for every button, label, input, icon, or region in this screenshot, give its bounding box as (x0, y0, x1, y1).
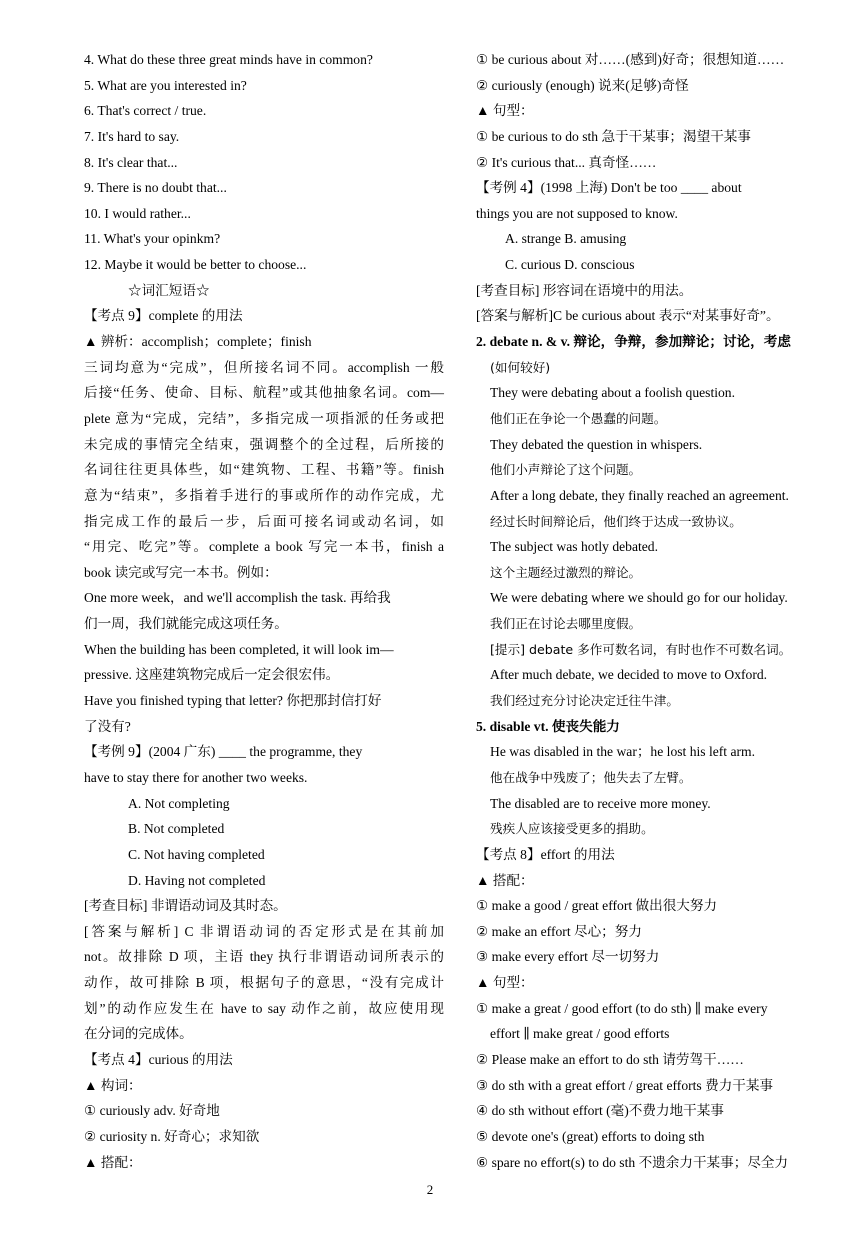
text-line: D. Having not completed (128, 872, 266, 888)
text-line: 他们正在争论一个愚蠢的问题。 (490, 410, 667, 426)
text-line: ▲ 构词： (84, 1077, 142, 1093)
text-line: 5. What are you interested in? (84, 77, 247, 93)
text-line: ⑤ devote one's (great) efforts to doing sth (476, 1128, 705, 1144)
text-line: One more week，and we'll accomplish the task. 再给我 (84, 590, 391, 606)
text-line: ① be curious about 对……(感到)好奇；很想知道…… (476, 52, 785, 67)
text-line: [提示] debate 多作可数名词，有时也作不可数名词。 (490, 641, 792, 657)
text-line: 指完成工作的最后一步，后面可接名词或动名词，如 (84, 513, 444, 529)
text-line: things you are not supposed to know. (476, 205, 678, 221)
text-line: ▲ 搭配： (476, 872, 534, 888)
text-line: 他在战争中残废了；他失去了左臂。 (490, 769, 692, 785)
text-line: 意为“结束”，多指着手进行的事或所作的动作完成，尤 (84, 487, 444, 503)
text-line: B. Not completed (128, 821, 225, 837)
text-line: 我们经过充分讨论决定迁往牛津。 (490, 693, 679, 709)
text-line: [考查目标] 非谓语动词及其时态。 (84, 898, 287, 914)
text-line: ① make a great / good effort (to do sth) ∥ make every (476, 1000, 768, 1016)
text-line: plete 意为“完成，完结”，多指完成一项指派的任务或把 (84, 410, 444, 426)
text-line: pressive. 这座建筑物完成后一定会很宏伟。 (84, 667, 340, 683)
text-line: ① curiously adv. 好奇地 (84, 1103, 220, 1119)
text-line: A. strange B. amusing (505, 231, 627, 247)
text-line: ② curiosity n. 好奇心；求知欲 (84, 1128, 260, 1144)
text-line: We were debating where we should go for our holiday. (490, 590, 788, 606)
text-line: After much debate, we decided to move to Oxford. (490, 667, 768, 683)
text-line: 他们小声辩论了这个问题。 (490, 462, 642, 478)
text-line: 我们正在讨论去哪里度假。 (490, 616, 642, 632)
text-line: not。故排除 D 项，主语 they 执行非谓语动词所表示的 (84, 949, 444, 965)
text-line: 未完成的事情完全结束，强调整个的全过程，后所接的 (84, 436, 444, 452)
left-column (84, 47, 444, 1175)
text-line: ② make an effort 尽心；努力 (476, 923, 642, 939)
text-line: 【考例 9】(2004 广东) ____ the programme, they (84, 744, 363, 760)
text-line: 们一周，我们就能完成这项任务。 (84, 616, 288, 632)
text-line: ① make a good / great effort 做出很大努力 (476, 898, 718, 914)
text-line: 4. What do these three great minds have in common? (84, 52, 373, 67)
text-line: C. curious D. conscious (505, 257, 635, 273)
text-line: 【考例 4】(1998 上海) Don't be too ____ about (476, 180, 742, 196)
text-line: ④ do sth without effort (毫)不费力地干某事 (476, 1103, 724, 1119)
text-line: 【考点 8】effort 的用法 (476, 846, 615, 862)
text-line: (如何较好) (490, 359, 551, 375)
text-line: ③ do sth with a great effort / great efforts 费力干某事 (476, 1077, 774, 1093)
text-line: 动作，故可排除 B 项，根据句子的意思，“没有完成计 (84, 975, 444, 991)
text-line: 划”的动作应发生在 have to say 动作之前，故应使用现 (84, 1000, 444, 1016)
text-line: They were debating about a foolish question. (490, 385, 735, 401)
text-line: 2. debate n. & v. 辩论，争辩，参加辩论；讨论，考虑 (476, 334, 791, 350)
text-line: The subject was hotly debated. (490, 539, 658, 555)
text-line: 10. I would rather... (84, 205, 191, 221)
text-line: 三词均意为“完成”，但所接名词不同。accomplish 一般 (84, 359, 444, 375)
text-line: ② It's curious that... 真奇怪…… (476, 154, 657, 170)
text-line: He was disabled in the war；he lost his left arm. (490, 744, 756, 760)
text-line: ② curiously (enough) 说来(足够)奇怪 (476, 77, 689, 93)
text-line: 11. What's your opinkm? (84, 231, 221, 247)
text-line: ▲ 句型： (476, 975, 534, 991)
text-line: A. Not completing (128, 795, 230, 811)
text-line: ① be curious to do sth 急于干某事；渴望干某事 (476, 128, 751, 144)
text-line: 9. There is no doubt that... (84, 180, 227, 196)
text-line: 在分词的完成体。 (84, 1026, 193, 1042)
text-line: 后接“任务、使命、目标、航程”或其他抽象名词。com— (84, 385, 444, 401)
text-line: [答案与解析] C 非谓语动词的否定形式是在其前加 (84, 923, 444, 939)
text-line: They debated the question in whispers. (490, 436, 703, 452)
page-number: 2 (426, 1182, 434, 1197)
text-line: ▲ 辨析：accomplish；complete；finish (84, 334, 312, 350)
text-line: 经过长时间辩论后，他们终于达成一致协议。 (490, 513, 742, 529)
text-line: ⑥ spare no effort(s) to do sth 不遗余力干某事；尽全力 (476, 1154, 789, 1170)
text-line: ③ make every effort 尽一切努力 (476, 949, 660, 965)
text-line: have to stay there for another two weeks. (84, 769, 308, 785)
text-line: When the building has been completed, it will look im— (84, 641, 394, 657)
text-line: [答案与解析]C be curious about 表示“对某事好奇”。 (476, 308, 780, 324)
text-line: 名词往往更具体些，如“建筑物、工程、书籍”等。finish (84, 462, 444, 478)
text-line: 12. Maybe it would be better to choose... (84, 257, 307, 273)
text-line: C. Not having completed (128, 846, 265, 862)
text-line: 残疾人应该接受更多的捐助。 (490, 821, 654, 837)
text-line: Have you finished typing that letter? 你把那封信打好 (84, 693, 382, 709)
text-line: 这个主题经过激烈的辩论。 (490, 564, 642, 580)
text-line: 6. That's correct / true. (84, 103, 207, 119)
text-line: [考查目标] 形容词在语境中的用法。 (476, 282, 693, 298)
text-line: book 读完或写完一本书。例如： (84, 564, 278, 580)
text-line: ▲ 搭配： (84, 1154, 142, 1170)
text-line: “用完、吃完”等。complete a book 写完一本书，finish a (84, 539, 444, 555)
text-line: 了没有? (84, 718, 131, 734)
text-line: 【考点 9】complete 的用法 (84, 308, 243, 324)
text-line: 8. It's clear that... (84, 154, 178, 170)
text-line: ☆词汇短语☆ (128, 282, 210, 298)
text-line: 7. It's hard to say. (84, 128, 180, 144)
text-line: 5. disable vt. 使丧失能力 (476, 718, 620, 734)
text-line: effort ∥ make great / good efforts (490, 1026, 670, 1042)
text-line: The disabled are to receive more money. (490, 795, 711, 811)
text-line: 【考点 4】curious 的用法 (84, 1051, 233, 1067)
text-line: ▲ 句型： (476, 103, 534, 119)
right-column (476, 47, 836, 1175)
text-line: After a long debate, they finally reached an agreement. (490, 487, 789, 503)
text-line: ② Please make an effort to do sth 请劳驾干…… (476, 1051, 744, 1067)
